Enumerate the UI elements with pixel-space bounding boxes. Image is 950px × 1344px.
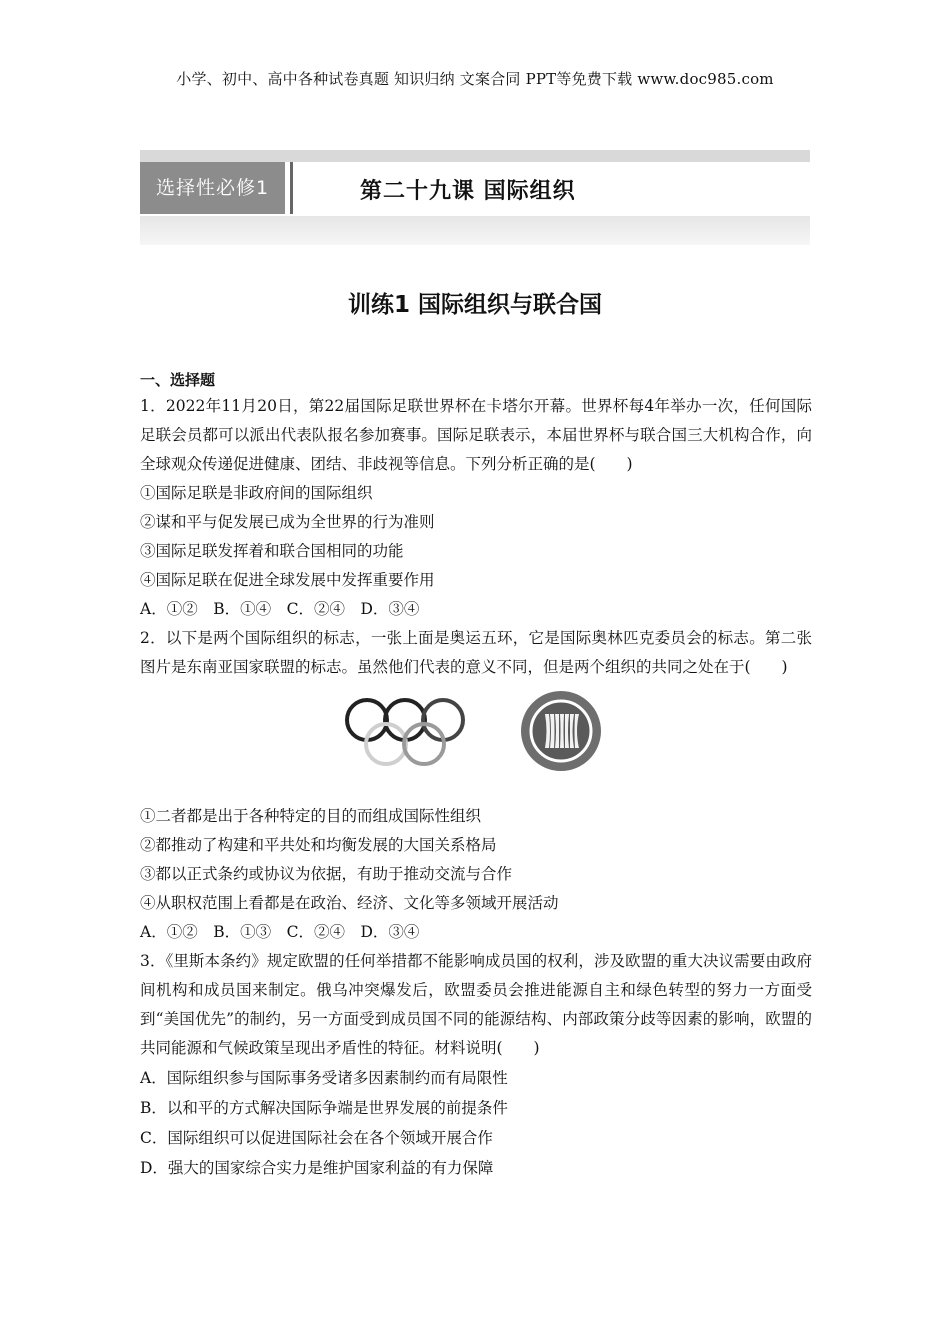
q1-item-3: ③国际足联发挥着和联合国相同的功能: [140, 542, 404, 560]
training-title: 训练1 国际组织与联合国: [347, 292, 602, 318]
chapter-title: 第二十九课 国际组织: [360, 178, 576, 204]
q3-option-a: A．国际组织参与国际事务受诸多因素制约而有局限性: [140, 1069, 508, 1087]
q3-option-b: B．以和平的方式解决国际争端是世界发展的前提条件: [140, 1099, 508, 1117]
q2-item-1: ①二者都是出于各种特定的目的而组成国际性组织: [140, 807, 482, 825]
chapter-banner: [140, 150, 810, 245]
q1-item-1: ①国际足联是非政府间的国际组织: [140, 484, 373, 502]
page-header: 小学、初中、高中各种试卷真题 知识归纳 文案合同 PPT等免费下载 www.doc985.com: [176, 70, 774, 88]
q3-option-c: C．国际组织可以促进国际社会在各个领域开展合作: [140, 1129, 493, 1147]
logos-figure: [140, 684, 812, 802]
q3-stem: 3．《里斯本条约》规定欧盟的任何举措都不能影响成员国的权利，涉及欧盟的重大决议需要由政府间机构和成员国来制定。俄乌冲突爆发后，欧盟委员会推进能源自主和绿色转型的努力一方面受到“美国优先”的制约，另一方面受到成员国不同的能源结构、内部政策分歧等因素的影响，欧盟的共同能源和气候政策呈现出矛盾性的特征。材料说明( ): [140, 952, 812, 1057]
banner-bottom-strip: [140, 216, 810, 245]
q2-item-4: ④从职权范围上看都是在政治、经济、文化等多领域开展活动: [140, 894, 559, 912]
q1-choices: A．①② B．①④ C．②④ D．③④: [140, 600, 420, 618]
olympic-rings-image: [345, 694, 465, 772]
question-content: [140, 368, 812, 1183]
banner-top-strip: [140, 150, 810, 162]
q1-item-4: ④国际足联在促进全球发展中发挥重要作用: [140, 571, 435, 589]
q1-stem: 1．2022年11月20日，第22届国际足联世界杯在卡塔尔开幕。世界杯每4年举办一次，任何国际足联会员都可以派出代表队报名参加赛事。国际足联表示，本届世界杯与联合国三大机构合作，向全球观众传递促进健康、团结、非歧视等信息。下列分析正确的是( ): [140, 397, 812, 473]
q3-option-d: D．强大的国家综合实力是维护国家利益的有力保障: [140, 1159, 494, 1177]
q2-stem: 2．以下是两个国际组织的标志，一张上面是奥运五环，它是国际奥林匹克委员会的标志。第二张图片是东南亚国家联盟的标志。虽然他们代表的意义不同，但是两个组织的共同之处在于( ): [140, 629, 812, 676]
asean-logo-image: [518, 688, 604, 774]
q2-item-3: ③都以正式条约或协议为依据，有助于推动交流与合作: [140, 865, 513, 883]
q1-item-2: ②谋和平与促发展已成为全世界的行为准则: [140, 513, 435, 531]
q2-choices: A．①② B．①③ C．②④ D．③④: [140, 923, 420, 941]
q2-item-2: ②都推动了构建和平共处和均衡发展的大国关系格局: [140, 836, 497, 854]
banner-tag: 选择性必修1: [140, 162, 285, 214]
section-title: 一、选择题: [140, 371, 216, 389]
